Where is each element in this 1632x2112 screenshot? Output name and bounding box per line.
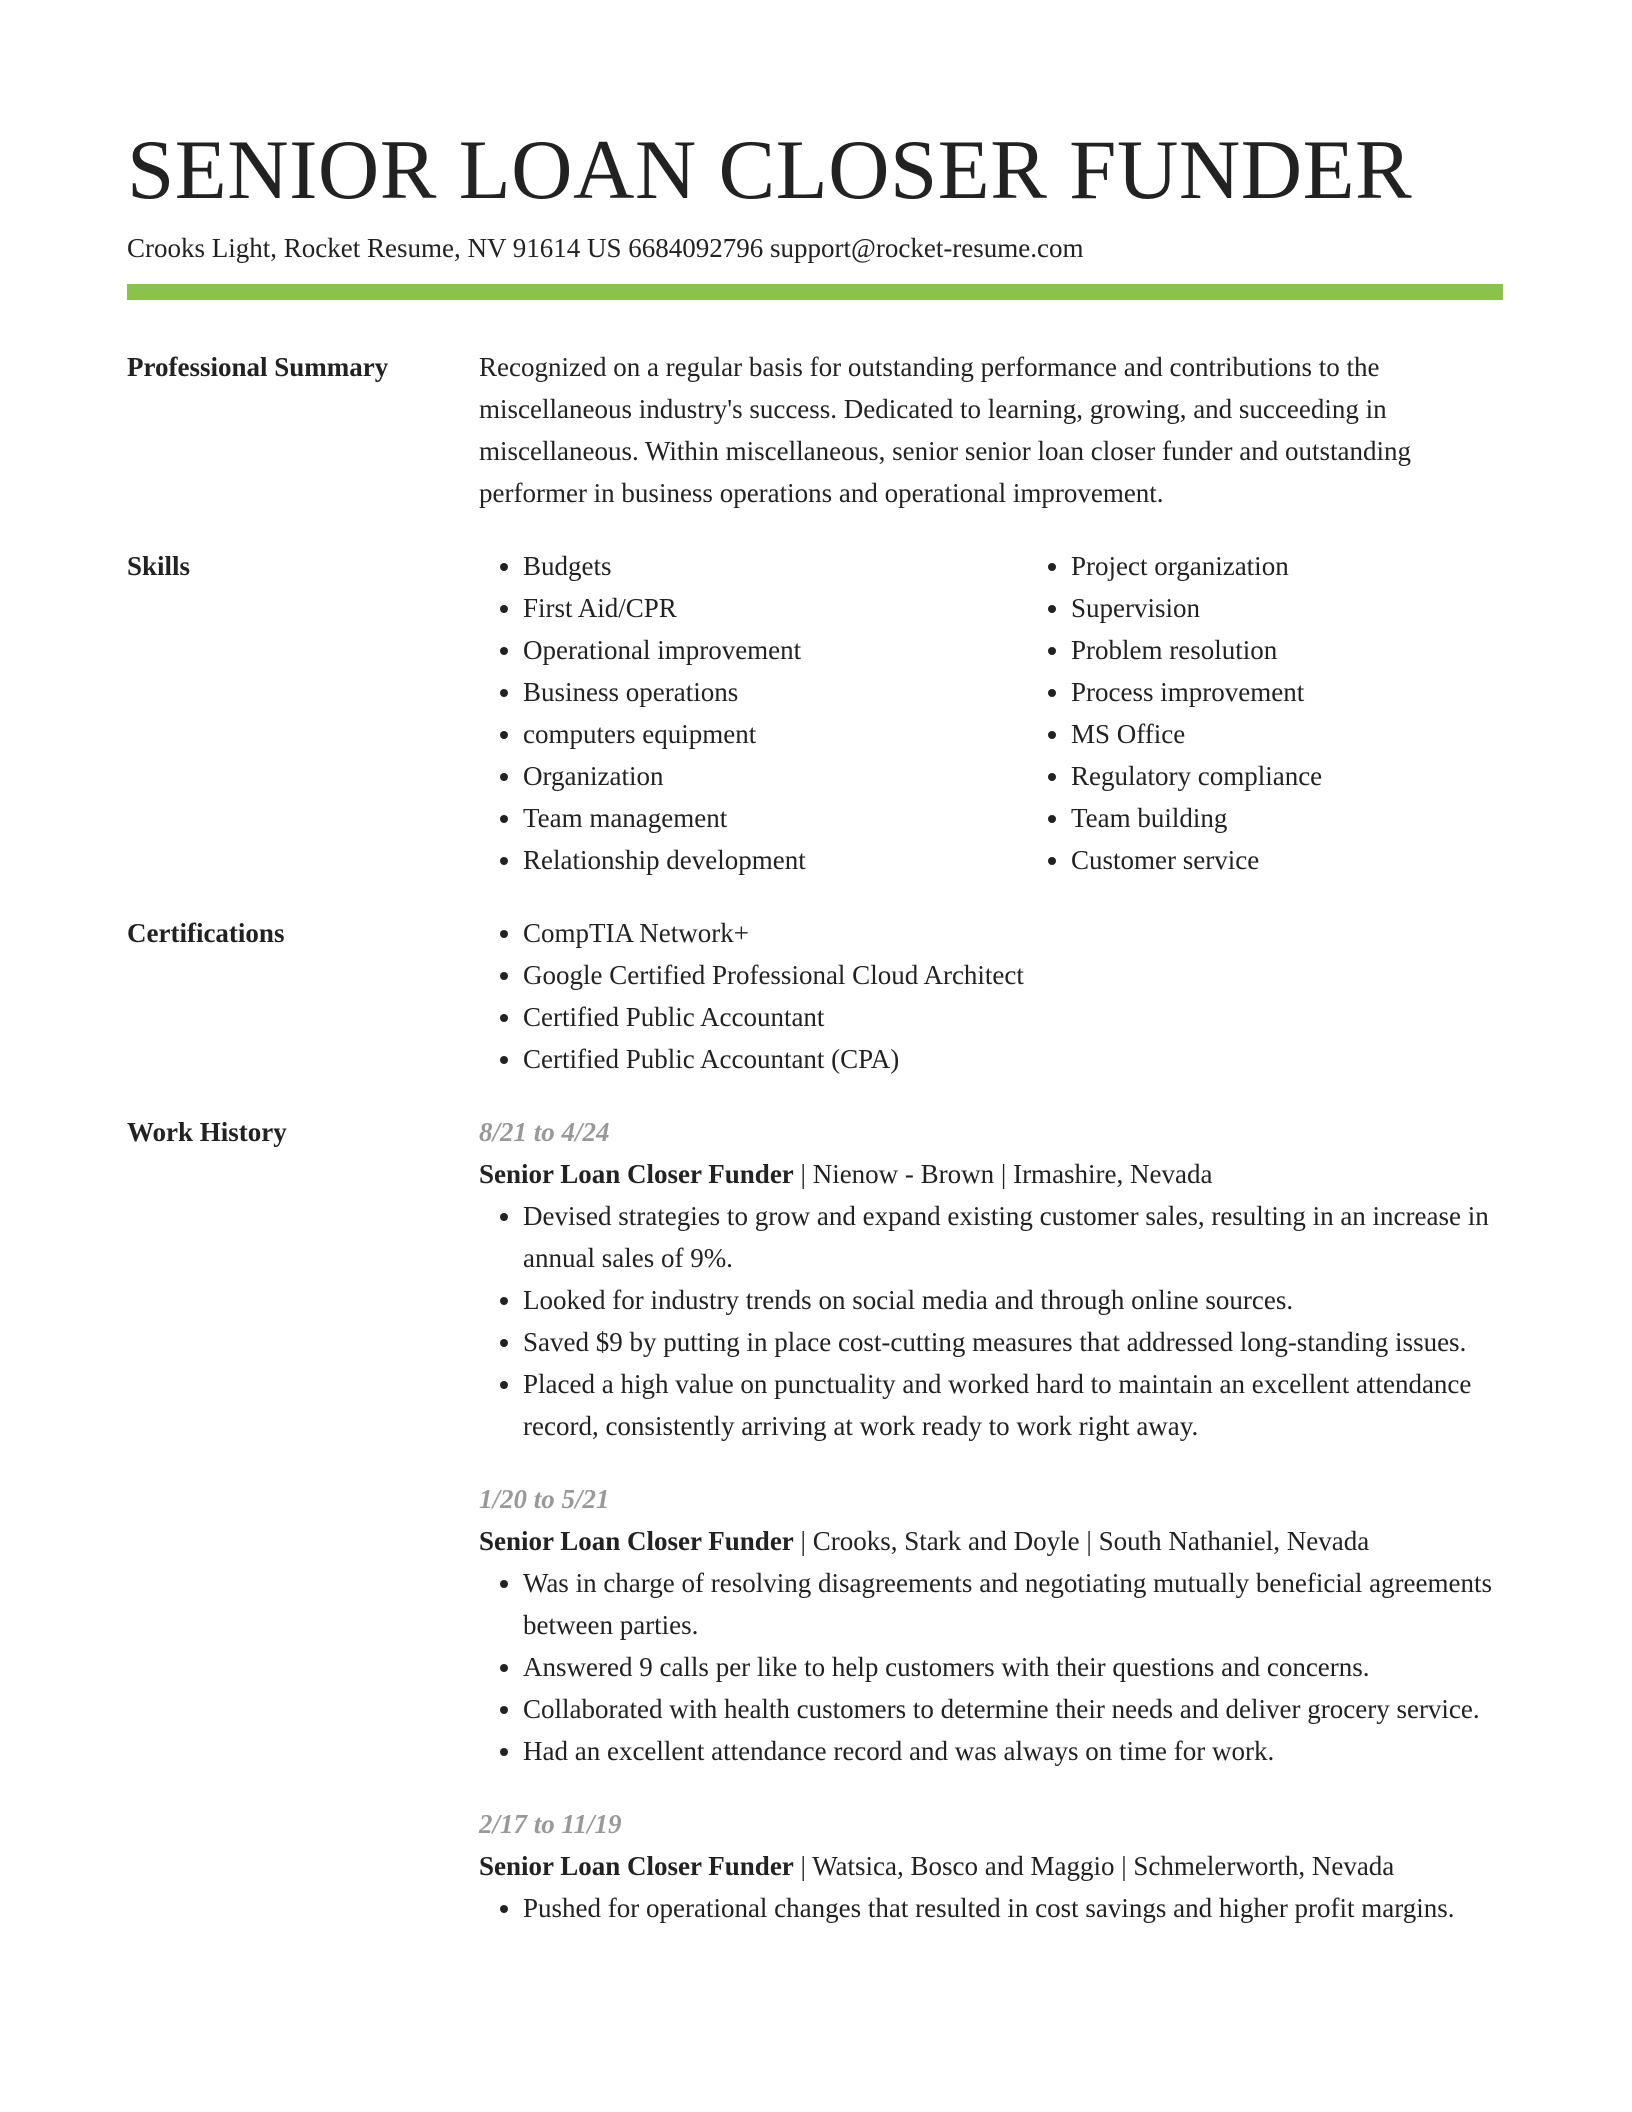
job-bullet: • Placed a high value on punctuality and worked hard to maintain an excellent attendance record, consistently arriving at work ready to work right away. <box>523 1363 1503 1447</box>
job-heading <box>479 1153 1503 1195</box>
skills-body <box>479 545 1575 881</box>
job-title: Senior Loan Closer Funder <box>479 1851 794 1881</box>
resume-page <box>127 120 1503 1929</box>
skill-item: • Budgets <box>523 545 1027 587</box>
skills-section <box>127 545 1503 881</box>
skill-item: • Regulatory compliance <box>1071 755 1575 797</box>
job-bullet: • Pushed for operational changes that resulted in cost savings and higher profit margins. <box>523 1887 1503 1929</box>
job-company-location: | Watsica, Bosco and Maggio | Schmelerworth, Nevada <box>793 1851 1395 1881</box>
job-company-location: | Nienow - Brown | Irmashire, Nevada <box>793 1159 1213 1189</box>
job-entry <box>479 1803 1503 1929</box>
summary-section <box>127 346 1503 514</box>
job-entry <box>479 1111 1503 1447</box>
job-dates: 2/17 to 11/19 <box>479 1809 622 1839</box>
job-bullet: • Looked for industry trends on social media and through online sources. <box>523 1279 1503 1321</box>
job-bullets <box>479 1887 1503 1929</box>
skills-label: Skills <box>127 551 191 581</box>
skill-item: • Team building <box>1071 797 1575 839</box>
job-bullet: • Was in charge of resolving disagreements and negotiating mutually beneficial agreements between parties. <box>523 1562 1503 1646</box>
skill-item: • MS Office <box>1071 713 1575 755</box>
certification-item: • Certified Public Accountant <box>523 996 1503 1038</box>
certification-item: • Certified Public Accountant (CPA) <box>523 1038 1503 1080</box>
job-title: Senior Loan Closer Funder <box>479 1159 794 1189</box>
skill-item: • computers equipment <box>523 713 1027 755</box>
job-entry <box>479 1478 1503 1772</box>
job-bullet: • Had an excellent attendance record and was always on time for work. <box>523 1730 1503 1772</box>
contact-line: Crooks Light, Rocket Resume, NV 91614 US 6684092796 support@rocket-resume.com <box>127 233 1084 263</box>
summary-body <box>479 346 1503 514</box>
skill-item: • First Aid/CPR <box>523 587 1027 629</box>
summary-text: Recognized on a regular basis for outstanding performance and contributions to the miscellaneous industry's success. Dedicated to learning, growing, and succeeding in miscellaneous. Within miscellaneous, senior senior loan closer funder and outstanding performer in business operations and operational improvement. <box>479 352 1411 508</box>
certification-item: • Google Certified Professional Cloud Architect <box>523 954 1503 996</box>
job-heading <box>479 1845 1503 1887</box>
job-bullet: • Answered 9 calls per like to help customers with their questions and concerns. <box>523 1646 1503 1688</box>
certifications-label: Certifications <box>127 918 285 948</box>
work-history-body <box>479 1111 1503 1929</box>
job-company-location: | Crooks, Stark and Doyle | South Nathaniel, Nevada <box>793 1526 1370 1556</box>
skill-item: • Customer service <box>1071 839 1575 881</box>
work-history-section <box>127 1111 1503 1929</box>
skill-item: • Process improvement <box>1071 671 1575 713</box>
skill-item: • Relationship development <box>523 839 1027 881</box>
resume-name: SENIOR LOAN CLOSER FUNDER <box>127 123 1413 217</box>
certification-item: • CompTIA Network+ <box>523 912 1503 954</box>
job-bullet: • Devised strategies to grow and expand existing customer sales, resulting in an increase in annual sales of 9%. <box>523 1195 1503 1279</box>
job-dates: 1/20 to 5/21 <box>479 1484 610 1514</box>
certifications-body <box>479 912 1503 1080</box>
certifications-section <box>127 912 1503 1080</box>
job-heading <box>479 1520 1503 1562</box>
accent-divider <box>127 284 1503 300</box>
skill-item: • Project organization <box>1071 545 1575 587</box>
skills-list-right <box>1027 545 1575 881</box>
job-dates: 8/21 to 4/24 <box>479 1117 610 1147</box>
skill-item: • Organization <box>523 755 1027 797</box>
job-bullet: • Collaborated with health customers to determine their needs and deliver grocery service. <box>523 1688 1503 1730</box>
certifications-list <box>479 912 1503 1080</box>
skill-item: • Operational improvement <box>523 629 1027 671</box>
skill-item: • Business operations <box>523 671 1027 713</box>
job-bullets <box>479 1562 1503 1772</box>
work-history-label: Work History <box>127 1117 287 1147</box>
job-title: Senior Loan Closer Funder <box>479 1526 794 1556</box>
skill-item: • Problem resolution <box>1071 629 1575 671</box>
job-bullets <box>479 1195 1503 1447</box>
skill-item: • Supervision <box>1071 587 1575 629</box>
summary-label: Professional Summary <box>127 352 389 382</box>
skills-list-left <box>479 545 1027 881</box>
skill-item: • Team management <box>523 797 1027 839</box>
job-bullet: • Saved $9 by putting in place cost-cutting measures that addressed long-standing issues. <box>523 1321 1503 1363</box>
